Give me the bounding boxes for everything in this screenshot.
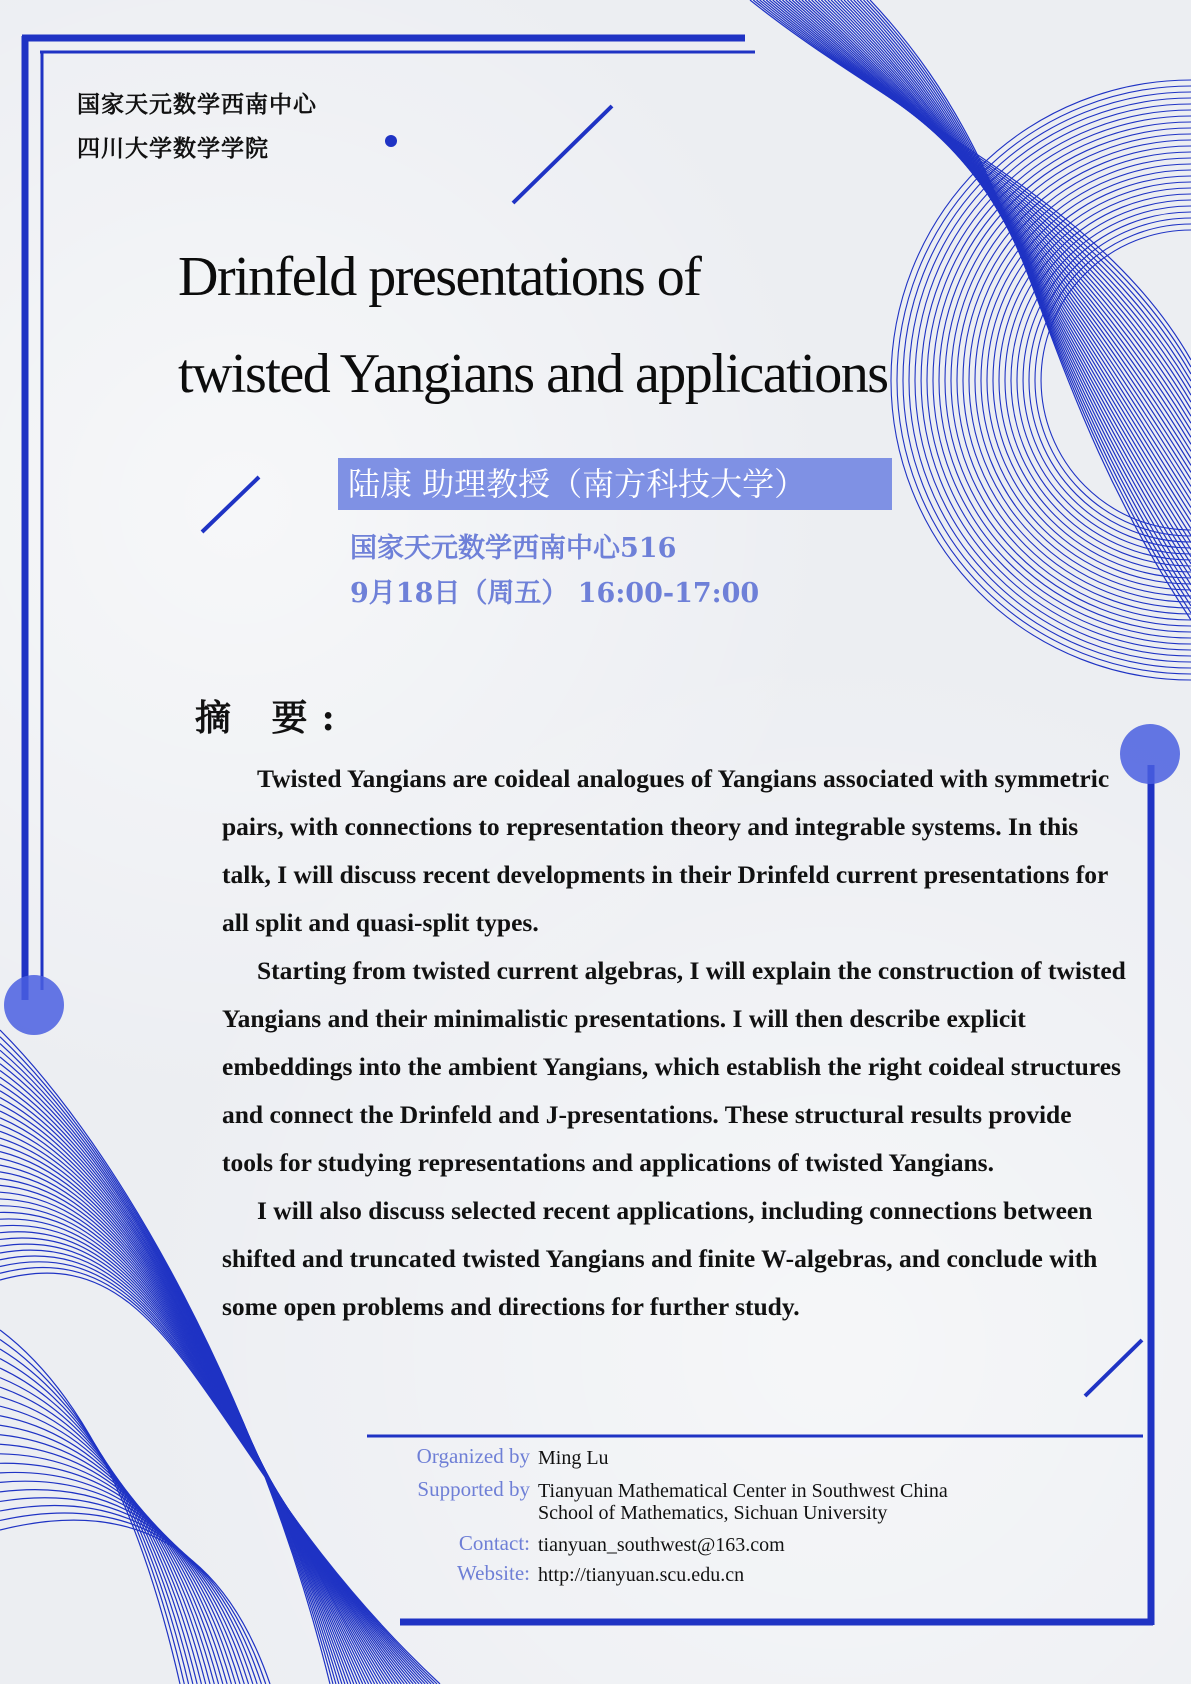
wave-line	[0, 1520, 270, 1684]
supported-by-label: Supported by	[417, 1477, 530, 1501]
abstract-paragraph: I will also discuss selected recent applications, including connections between shifted and truncated twisted Yangians and finite W-algebras, and conclude with some open problems and directions for further study.	[222, 1196, 1098, 1321]
circle-arc	[903, 92, 1191, 668]
wave-line	[0, 1416, 219, 1684]
slash-bottom-right	[1085, 1340, 1142, 1396]
abstract-paragraph: Twisted Yangians are coideal analogues of Yangians associated with symmetric pairs, with connections to representation theory and integrable systems. In this talk, I will discuss recent developments in their Drinfeld current presentations for all split and quasi-split types.	[222, 764, 1110, 937]
small-dot	[385, 135, 397, 147]
circle-arc	[927, 116, 1191, 644]
wave-line	[750, 0, 1191, 360]
organized-by-label: Organized by	[416, 1444, 530, 1468]
supported-by-value-1: Tianyuan Mathematical Center in Southwest China	[538, 1480, 948, 1502]
wave-line	[0, 1490, 253, 1684]
talk-title-line-1: Drinfeld presentations of	[178, 246, 701, 308]
left-frame-circle	[4, 975, 64, 1035]
venue-time: 9月18日（周五） 16:00-17:00	[350, 578, 760, 609]
organized-by-value: Ming Lu	[538, 1447, 609, 1469]
abstract-body	[222, 755, 1127, 1331]
institution-line-2: 四川大学数学学院	[77, 135, 269, 162]
circle-arc	[963, 152, 1191, 608]
right-frame-circle	[1120, 724, 1180, 784]
circle-arc	[921, 110, 1191, 650]
wave-line	[864, 0, 1191, 606]
institution-line-1: 国家天元数学西南中心	[77, 91, 317, 118]
right-circle-arcs	[891, 80, 1191, 680]
abstract-heading: 摘 要:	[195, 697, 349, 739]
slash-top	[513, 106, 612, 203]
contact-email[interactable]: tianyuan_southwest@163.com	[538, 1534, 785, 1556]
wave-line	[867, 0, 1191, 613]
wave-line	[0, 1435, 227, 1684]
footer-info	[398, 1445, 998, 1585]
wave-line	[0, 1513, 266, 1684]
supported-by-value-2: School of Mathematics, Sichuan University	[538, 1502, 888, 1524]
website-link[interactable]: http://tianyuan.scu.edu.cn	[538, 1564, 745, 1586]
venue-place: 国家天元数学西南中心516	[350, 533, 677, 564]
contact-label: Contact:	[458, 1531, 530, 1555]
website-label: Website:	[457, 1561, 530, 1585]
wave-line	[0, 1425, 223, 1684]
abstract-paragraph: Starting from twisted current algebras, I will explain the construction of twisted Yangians and their minimalistic presentations. I will then describe explicit embeddings into the ambient Yangians, which establish the right coideal structures and connect the Drinfeld and J-presentations. These structural results provide tools for studying representations and applications of twisted Yangians.	[222, 956, 1126, 1177]
speaker-banner: 陆康 助理教授（南方科技大学）	[338, 458, 892, 510]
wave-line	[760, 0, 1191, 381]
slash-middle	[202, 477, 259, 532]
talk-title-line-2: twisted Yangians and applications	[178, 343, 888, 405]
